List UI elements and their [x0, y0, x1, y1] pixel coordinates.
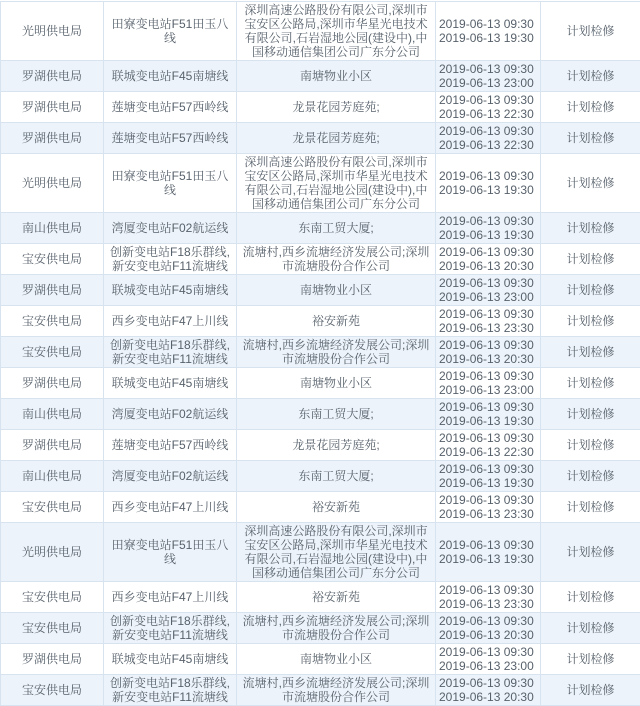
maintenance-type-cell: 计划检修 — [541, 492, 640, 523]
maintenance-type-cell: 计划检修 — [541, 154, 640, 213]
table-row — [1, 244, 640, 275]
outage-start-time: 2019-06-13 09:30 — [439, 493, 537, 507]
bureau-cell: 光明供电局 — [1, 154, 104, 213]
area-cell: 裕安新苑 — [237, 306, 436, 337]
bureau-cell: 宝安供电局 — [1, 582, 104, 613]
line-cell: 创新变电站F18乐群线,新安变电站F11流塘线 — [104, 244, 237, 275]
maintenance-type-cell: 计划检修 — [541, 275, 640, 306]
table-row — [1, 306, 640, 337]
bureau-cell: 罗湖供电局 — [1, 644, 104, 675]
outage-end-time: 2019-06-13 23:00 — [439, 383, 537, 397]
line-cell: 西乡变电站F47上川线 — [104, 492, 237, 523]
line-cell: 莲塘变电站F57西岭线 — [104, 430, 237, 461]
outage-table-body — [1, 2, 640, 706]
outage-schedule-table — [0, 1, 640, 706]
line-cell: 莲塘变电站F57西岭线 — [104, 92, 237, 123]
area-cell: 南塘物业小区 — [237, 61, 436, 92]
line-cell: 湾厦变电站F02航运线 — [104, 213, 237, 244]
time-cell — [436, 123, 541, 154]
maintenance-type-cell: 计划检修 — [541, 337, 640, 368]
maintenance-type-cell: 计划检修 — [541, 92, 640, 123]
maintenance-type-cell: 计划检修 — [541, 399, 640, 430]
outage-start-time: 2019-06-13 09:30 — [439, 676, 537, 690]
bureau-cell: 罗湖供电局 — [1, 123, 104, 154]
outage-end-time: 2019-06-13 23:30 — [439, 507, 537, 521]
maintenance-type-cell: 计划检修 — [541, 213, 640, 244]
table-row — [1, 523, 640, 582]
table-row — [1, 461, 640, 492]
maintenance-type-cell: 计划检修 — [541, 644, 640, 675]
time-cell — [436, 306, 541, 337]
bureau-cell: 南山供电局 — [1, 213, 104, 244]
line-cell: 西乡变电站F47上川线 — [104, 306, 237, 337]
line-cell: 创新变电站F18乐群线,新安变电站F11流塘线 — [104, 675, 237, 706]
time-cell — [436, 213, 541, 244]
table-row — [1, 92, 640, 123]
time-cell — [436, 275, 541, 306]
line-cell: 联城变电站F45南塘线 — [104, 644, 237, 675]
outage-end-time: 2019-06-13 22:30 — [439, 107, 537, 121]
time-cell — [436, 523, 541, 582]
bureau-cell: 宝安供电局 — [1, 613, 104, 644]
outage-end-time: 2019-06-13 23:00 — [439, 290, 537, 304]
line-cell: 联城变电站F45南塘线 — [104, 275, 237, 306]
line-cell: 西乡变电站F47上川线 — [104, 582, 237, 613]
bureau-cell: 宝安供电局 — [1, 675, 104, 706]
line-cell: 田寮变电站F51田玉八线 — [104, 154, 237, 213]
outage-end-time: 2019-06-13 19:30 — [439, 228, 537, 242]
outage-start-time: 2019-06-13 09:30 — [439, 400, 537, 414]
time-cell — [436, 430, 541, 461]
table-row — [1, 582, 640, 613]
maintenance-type-cell: 计划检修 — [541, 582, 640, 613]
area-cell: 流塘村,西乡流塘经济发展公司;深圳市流塘股份合作公司 — [237, 337, 436, 368]
time-cell — [436, 337, 541, 368]
outage-start-time: 2019-06-13 09:30 — [439, 276, 537, 290]
area-cell: 龙景花园芳庭苑; — [237, 430, 436, 461]
table-row — [1, 275, 640, 306]
outage-end-time: 2019-06-13 23:30 — [439, 321, 537, 335]
area-cell: 东南工贸大厦; — [237, 461, 436, 492]
area-cell: 流塘村,西乡流塘经济发展公司;深圳市流塘股份合作公司 — [237, 244, 436, 275]
outage-start-time: 2019-06-13 09:30 — [439, 538, 537, 552]
outage-start-time: 2019-06-13 09:30 — [439, 93, 537, 107]
line-cell: 田寮变电站F51田玉八线 — [104, 2, 237, 61]
table-row — [1, 2, 640, 61]
outage-start-time: 2019-06-13 09:30 — [439, 17, 537, 31]
area-cell: 东南工贸大厦; — [237, 213, 436, 244]
area-cell: 南塘物业小区 — [237, 368, 436, 399]
table-row — [1, 154, 640, 213]
bureau-cell: 宝安供电局 — [1, 337, 104, 368]
maintenance-type-cell: 计划检修 — [541, 461, 640, 492]
outage-start-time: 2019-06-13 09:30 — [439, 462, 537, 476]
line-cell: 联城变电站F45南塘线 — [104, 368, 237, 399]
table-row — [1, 430, 640, 461]
table-row — [1, 399, 640, 430]
table-row — [1, 675, 640, 706]
outage-end-time: 2019-06-13 22:30 — [439, 138, 537, 152]
time-cell — [436, 92, 541, 123]
outage-end-time: 2019-06-13 20:30 — [439, 259, 537, 273]
time-cell — [436, 644, 541, 675]
table-row — [1, 368, 640, 399]
line-cell: 湾厦变电站F02航运线 — [104, 399, 237, 430]
line-cell: 联城变电站F45南塘线 — [104, 61, 237, 92]
maintenance-type-cell: 计划检修 — [541, 306, 640, 337]
outage-end-time: 2019-06-13 20:30 — [439, 628, 537, 642]
table-row — [1, 123, 640, 154]
outage-start-time: 2019-06-13 09:30 — [439, 614, 537, 628]
bureau-cell: 罗湖供电局 — [1, 368, 104, 399]
bureau-cell: 宝安供电局 — [1, 492, 104, 523]
time-cell — [436, 154, 541, 213]
time-cell — [436, 399, 541, 430]
bureau-cell: 光明供电局 — [1, 2, 104, 61]
time-cell — [436, 61, 541, 92]
outage-start-time: 2019-06-13 09:30 — [439, 338, 537, 352]
bureau-cell: 宝安供电局 — [1, 244, 104, 275]
area-cell: 裕安新苑 — [237, 492, 436, 523]
time-cell — [436, 613, 541, 644]
area-cell: 深圳高速公路股份有限公司,深圳市宝安区公路局,深圳市华星光电技术有限公司,石岩湿地公园(建设中),中国移动通信集团公司广东分公司 — [237, 2, 436, 61]
outage-end-time: 2019-06-13 19:30 — [439, 31, 537, 45]
outage-start-time: 2019-06-13 09:30 — [439, 431, 537, 445]
maintenance-type-cell: 计划检修 — [541, 2, 640, 61]
outage-start-time: 2019-06-13 09:30 — [439, 169, 537, 183]
outage-end-time: 2019-06-13 19:30 — [439, 414, 537, 428]
table-row — [1, 337, 640, 368]
outage-start-time: 2019-06-13 09:30 — [439, 62, 537, 76]
table-row — [1, 61, 640, 92]
outage-start-time: 2019-06-13 09:30 — [439, 307, 537, 321]
line-cell: 田寮变电站F51田玉八线 — [104, 523, 237, 582]
bureau-cell: 宝安供电局 — [1, 306, 104, 337]
area-cell: 流塘村,西乡流塘经济发展公司;深圳市流塘股份合作公司 — [237, 613, 436, 644]
time-cell — [436, 582, 541, 613]
area-cell: 深圳高速公路股份有限公司,深圳市宝安区公路局,深圳市华星光电技术有限公司,石岩湿地公园(建设中),中国移动通信集团公司广东分公司 — [237, 523, 436, 582]
time-cell — [436, 461, 541, 492]
table-row — [1, 644, 640, 675]
area-cell: 东南工贸大厦; — [237, 399, 436, 430]
outage-start-time: 2019-06-13 09:30 — [439, 583, 537, 597]
outage-end-time: 2019-06-13 22:30 — [439, 445, 537, 459]
line-cell: 创新变电站F18乐群线,新安变电站F11流塘线 — [104, 337, 237, 368]
time-cell — [436, 244, 541, 275]
area-cell: 南塘物业小区 — [237, 644, 436, 675]
outage-end-time: 2019-06-13 23:30 — [439, 597, 537, 611]
bureau-cell: 光明供电局 — [1, 523, 104, 582]
outage-end-time: 2019-06-13 20:30 — [439, 690, 537, 704]
maintenance-type-cell: 计划检修 — [541, 613, 640, 644]
bureau-cell: 南山供电局 — [1, 399, 104, 430]
outage-start-time: 2019-06-13 09:30 — [439, 214, 537, 228]
outage-start-time: 2019-06-13 09:30 — [439, 645, 537, 659]
area-cell: 南塘物业小区 — [237, 275, 436, 306]
line-cell: 创新变电站F18乐群线,新安变电站F11流塘线 — [104, 613, 237, 644]
bureau-cell: 罗湖供电局 — [1, 61, 104, 92]
bureau-cell: 罗湖供电局 — [1, 430, 104, 461]
table-row — [1, 492, 640, 523]
time-cell — [436, 675, 541, 706]
area-cell: 流塘村,西乡流塘经济发展公司;深圳市流塘股份合作公司 — [237, 675, 436, 706]
maintenance-type-cell: 计划检修 — [541, 368, 640, 399]
outage-end-time: 2019-06-13 23:00 — [439, 659, 537, 673]
table-row — [1, 213, 640, 244]
maintenance-type-cell: 计划检修 — [541, 523, 640, 582]
maintenance-type-cell: 计划检修 — [541, 244, 640, 275]
table-row — [1, 613, 640, 644]
maintenance-type-cell: 计划检修 — [541, 430, 640, 461]
maintenance-type-cell: 计划检修 — [541, 675, 640, 706]
bureau-cell: 罗湖供电局 — [1, 275, 104, 306]
time-cell — [436, 2, 541, 61]
time-cell — [436, 368, 541, 399]
area-cell: 裕安新苑 — [237, 582, 436, 613]
line-cell: 莲塘变电站F57西岭线 — [104, 123, 237, 154]
outage-start-time: 2019-06-13 09:30 — [439, 245, 537, 259]
outage-start-time: 2019-06-13 09:30 — [439, 124, 537, 138]
outage-end-time: 2019-06-13 19:30 — [439, 476, 537, 490]
outage-end-time: 2019-06-13 20:30 — [439, 352, 537, 366]
outage-end-time: 2019-06-13 19:30 — [439, 552, 537, 566]
area-cell: 龙景花园芳庭苑; — [237, 123, 436, 154]
area-cell: 龙景花园芳庭苑; — [237, 92, 436, 123]
outage-start-time: 2019-06-13 09:30 — [439, 369, 537, 383]
bureau-cell: 南山供电局 — [1, 461, 104, 492]
line-cell: 湾厦变电站F02航运线 — [104, 461, 237, 492]
maintenance-type-cell: 计划检修 — [541, 123, 640, 154]
outage-end-time: 2019-06-13 19:30 — [439, 183, 537, 197]
area-cell: 深圳高速公路股份有限公司,深圳市宝安区公路局,深圳市华星光电技术有限公司,石岩湿地公园(建设中),中国移动通信集团公司广东分公司 — [237, 154, 436, 213]
outage-end-time: 2019-06-13 23:00 — [439, 76, 537, 90]
bureau-cell: 罗湖供电局 — [1, 92, 104, 123]
time-cell — [436, 492, 541, 523]
maintenance-type-cell: 计划检修 — [541, 61, 640, 92]
